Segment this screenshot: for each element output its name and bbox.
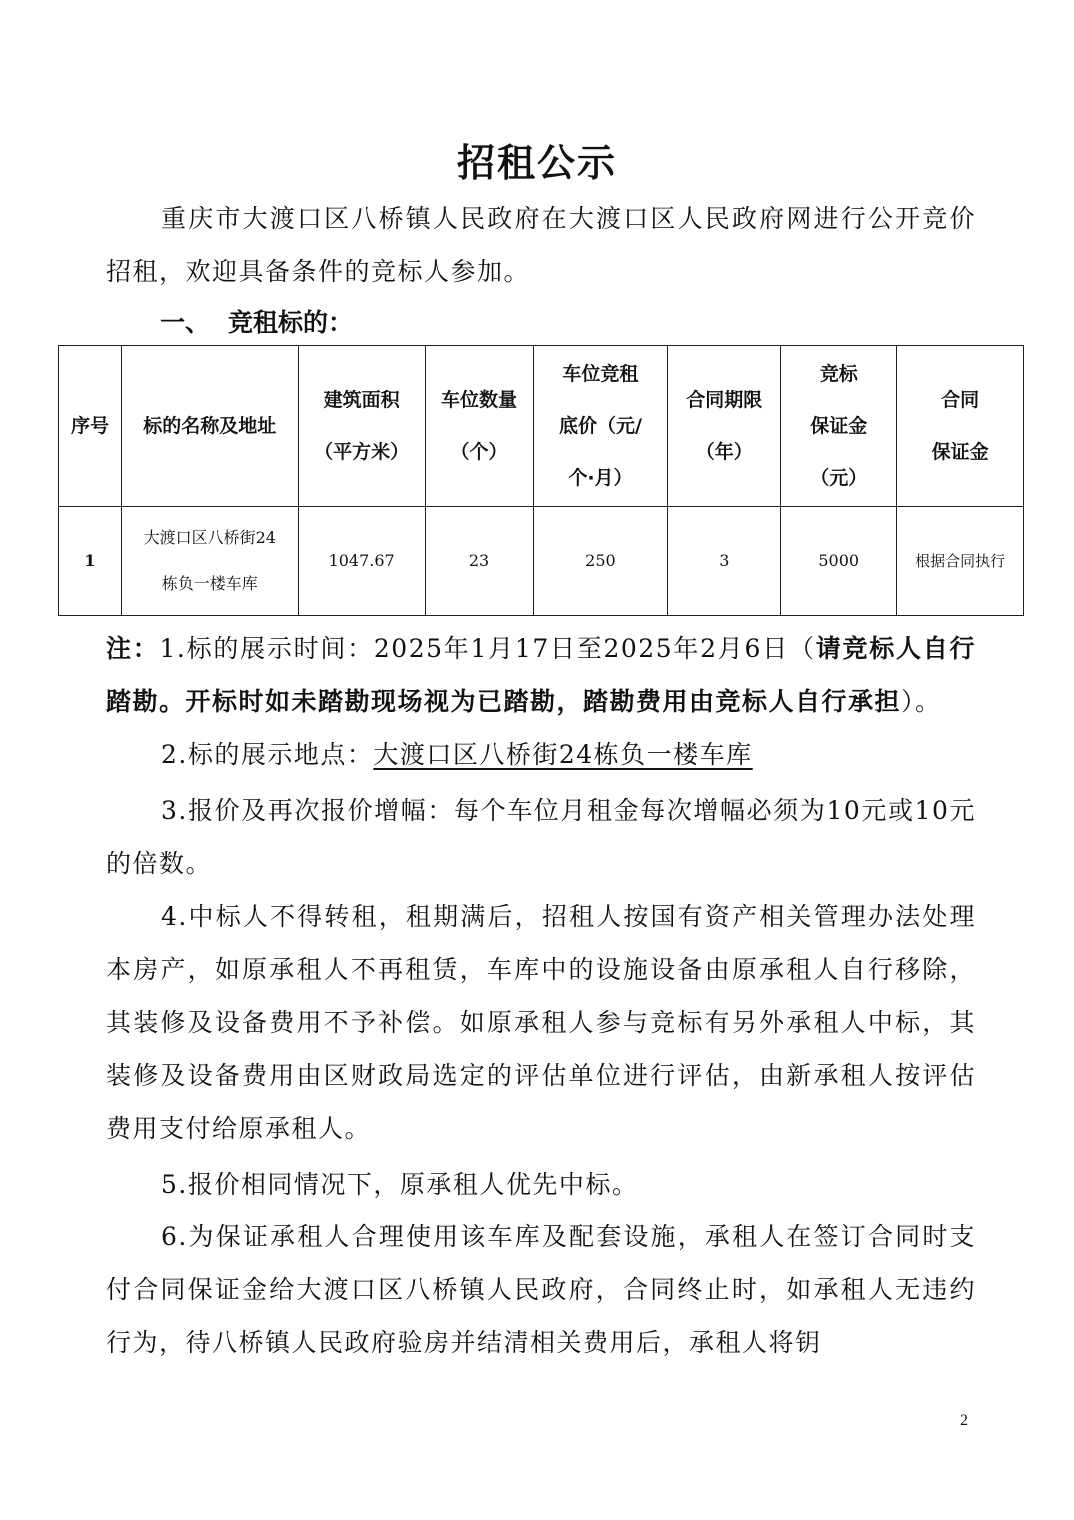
- cell-count: 23: [425, 507, 533, 616]
- header-bid-line2: 保证金: [810, 414, 868, 437]
- cell-name: [121, 507, 298, 616]
- note-2: [106, 728, 976, 781]
- header-term-line2: （年）: [695, 440, 753, 463]
- cell-seq: 1: [59, 507, 122, 616]
- cell-area: 1047.67: [298, 507, 425, 616]
- cell-bid: 5000: [781, 507, 897, 616]
- page-number: 2: [960, 1412, 968, 1429]
- section-label: 竞租标的：: [228, 308, 354, 337]
- note-1-text: 1.标的展示时间：2025年1月17日至2025年2月6日（: [159, 634, 816, 663]
- header-count-line2: （个）: [450, 440, 508, 463]
- cell-price: 250: [533, 507, 668, 616]
- cell-term: 3: [668, 507, 781, 616]
- header-price-line2: 底价（元/: [558, 414, 642, 437]
- table-row: [59, 507, 1024, 616]
- page-title: 招租公示: [456, 140, 617, 185]
- cell-deposit: 根据合同执行: [897, 507, 1024, 616]
- header-bid-line1: 竞标: [819, 362, 858, 385]
- header-seq: 序号: [59, 346, 122, 507]
- header-price-line1: 车位竞租: [562, 362, 639, 385]
- header-deposit-line2: 保证金: [931, 440, 989, 463]
- note-5: 5.报价相同情况下，原承租人优先中标。: [161, 1170, 639, 1199]
- note-1-bold: 请竞标人自行踏勘。开标时如未踏勘现场视为已踏勘，踏勘费用由竞标人自行承担: [106, 634, 976, 716]
- section-number: 一、: [160, 308, 211, 337]
- bid-table: [58, 345, 1024, 616]
- note-2-place: 大渡口区八桥街24栋负一楼车库: [373, 740, 753, 769]
- header-bid-line3: （元）: [810, 466, 868, 489]
- header-price-line3: 个·月）: [568, 466, 633, 489]
- note-1-end: ）。: [901, 687, 942, 716]
- header-contract-deposit: [897, 346, 1024, 507]
- header-area-line2: （平方米）: [314, 440, 410, 463]
- section-heading: [160, 303, 353, 343]
- note-3: 3.报价及再次报价增幅：每个车位月租金每次增幅必须为10元或10元的倍数。: [106, 796, 976, 878]
- note-2-text: 2.标的展示地点：: [161, 740, 374, 769]
- header-term-line1: 合同期限: [686, 388, 763, 411]
- note-1: [106, 622, 976, 728]
- header-area: [298, 346, 425, 507]
- note-4: 4.中标人不得转租，租期满后，招租人按国有资产相关管理办法处理本房产，如原承租人不再租赁，车库中的设施设备由原承租人自行移除，其装修及设备费用不予补偿。如原承租人参与竞标有另外承租人中标，其装修及设备费用由区财政局选定的评估单位进行评估，由新承租人按评估费用支付给原承租人。: [106, 902, 976, 1143]
- cell-name-line1: 大渡口区八桥街24: [143, 528, 276, 547]
- header-count-line1: 车位数量: [441, 388, 518, 411]
- header-price: [533, 346, 668, 507]
- cell-name-line2: 栋负一楼车库: [161, 574, 258, 593]
- header-term: [668, 346, 781, 507]
- header-name: 标的名称及地址: [121, 346, 298, 507]
- header-count: [425, 346, 533, 507]
- note-6: 6.为保证承租人合理使用该车库及配套设施，承租人在签订合同时支付合同保证金给大渡口区八桥镇人民政府，合同终止时，如承租人无违约行为，待八桥镇人民政府验房并结清相关费用后，承租人将钥: [106, 1222, 976, 1357]
- header-area-line1: 建筑面积: [323, 388, 400, 411]
- header-deposit-line1: 合同: [941, 388, 980, 411]
- note-label: 注：: [106, 634, 160, 663]
- table-header-row: [59, 346, 1024, 507]
- header-bid-deposit: [781, 346, 897, 507]
- intro-paragraph: 重庆市大渡口区八桥镇人民政府在大渡口区人民政府网进行公开竞价招租，欢迎具备条件的竞标人参加。: [106, 204, 976, 286]
